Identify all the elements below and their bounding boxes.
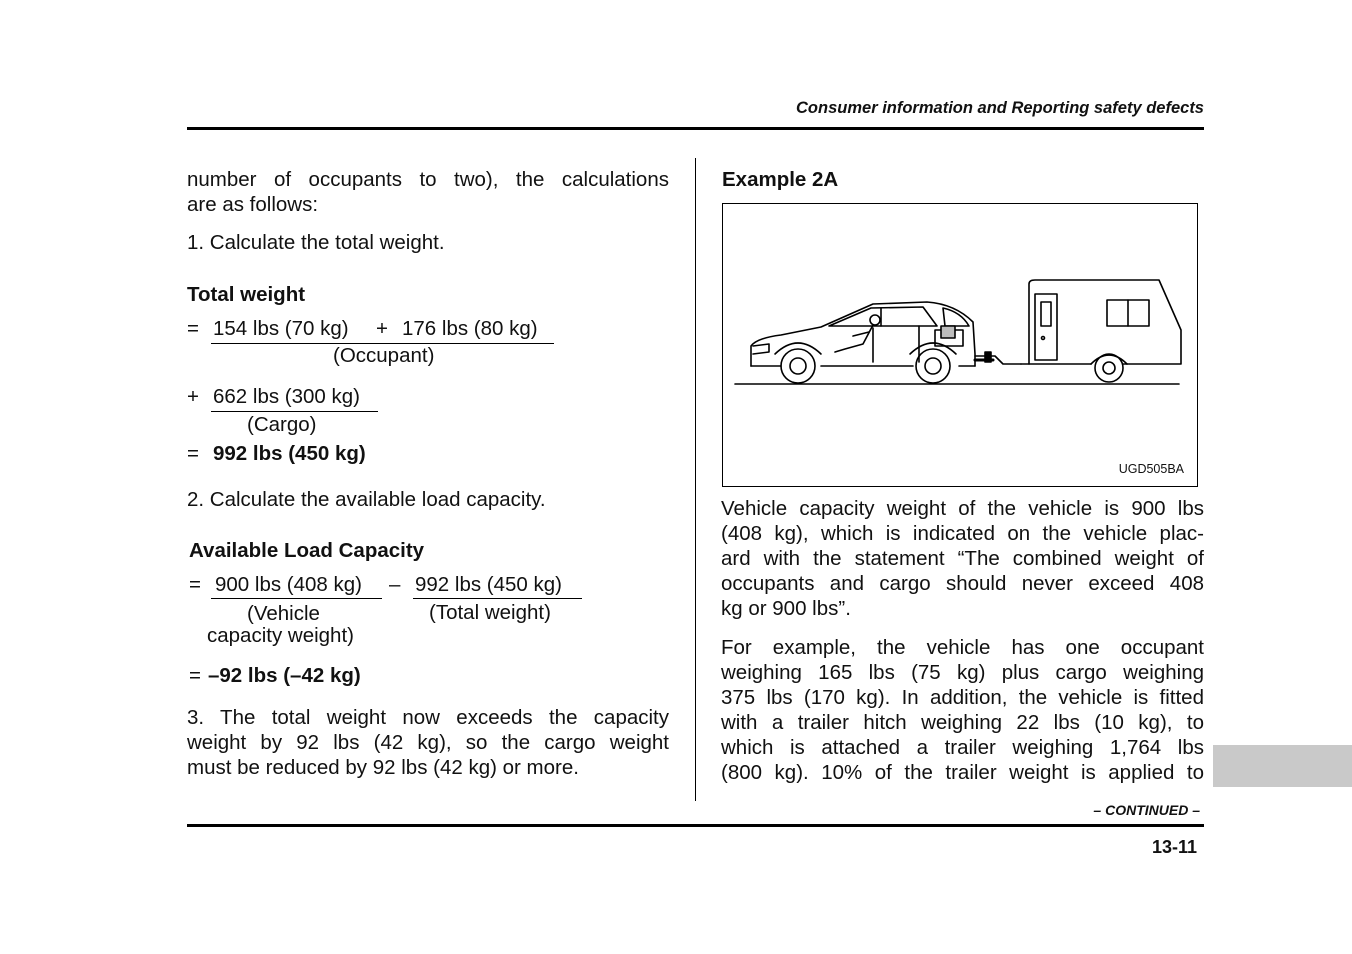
para1-line: ard with the statement “The combined weight of xyxy=(721,547,1204,570)
total-eq-sign-1: = xyxy=(187,317,199,340)
label-vehicle-line-1: (Vehicle xyxy=(247,602,320,625)
available-result: –92 lbs (–42 kg) xyxy=(208,664,361,687)
intro-line-1: number of occupants to two), the calculations xyxy=(187,168,669,191)
step-3-line-2: weight by 92 lbs (42 kg), so the cargo weight xyxy=(187,731,669,754)
avail-eq-sign-1: = xyxy=(189,573,201,596)
avail-vehicle-underline xyxy=(211,598,382,599)
para2-line: which is attached a trailer weighing 1,764 lbs xyxy=(721,736,1204,759)
total-eq-sign-2: = xyxy=(187,442,199,465)
step-3-line-3: must be reduced by 92 lbs (42 kg) or more. xyxy=(187,756,579,779)
avail-term-vehicle: 900 lbs (408 kg) xyxy=(215,573,363,596)
total-plus-sign-2: + xyxy=(187,385,199,408)
para1-line: kg or 900 lbs”. xyxy=(721,597,851,620)
vehicle-trailer-figure xyxy=(722,203,1198,487)
para2-line: For example, the vehicle has one occupant xyxy=(721,636,1204,659)
total-term-occupant-1: 154 lbs (70 kg) xyxy=(213,317,349,340)
intro-line-2: are as follows: xyxy=(187,193,319,216)
avail-minus-sign: – xyxy=(389,573,401,596)
para2-line: weighing 165 lbs (75 kg) plus cargo weighing xyxy=(721,661,1204,684)
label-total-weight: (Total weight) xyxy=(429,601,551,624)
label-cargo: (Cargo) xyxy=(247,413,317,436)
avail-eq-sign-2: = xyxy=(189,664,201,687)
page-header-title: Consumer information and Reporting safety defects xyxy=(796,99,1204,117)
step-2-text: 2. Calculate the available load capacity. xyxy=(187,488,546,511)
header-rule xyxy=(187,127,1204,130)
total-term-cargo: 662 lbs (300 kg) xyxy=(213,385,361,408)
avail-total-underline xyxy=(413,598,582,599)
continued-label: – CONTINUED – xyxy=(1093,802,1200,818)
para2-line: 375 lbs (170 kg). In addition, the vehicle is fitted xyxy=(721,686,1204,709)
step-3-line-1: 3. The total weight now exceeds the capacity xyxy=(187,706,669,729)
para1-line: occupants and cargo should never exceed 408 xyxy=(721,572,1204,595)
para2-line: (800 kg). 10% of the trailer weight is applied to xyxy=(721,761,1204,784)
total-plus-sign-1: + xyxy=(376,317,388,340)
total-term-occupant-2: 176 lbs (80 kg) xyxy=(402,317,538,340)
page-number: 13-11 xyxy=(1151,837,1197,857)
footer-rule xyxy=(187,824,1204,827)
available-load-heading: Available Load Capacity xyxy=(189,539,425,562)
avail-term-total: 992 lbs (450 kg) xyxy=(415,573,563,596)
example-heading: Example 2A xyxy=(722,168,839,191)
section-side-tab xyxy=(1213,745,1352,787)
step-1-text: 1. Calculate the total weight. xyxy=(187,231,445,254)
label-vehicle-line-2: capacity weight) xyxy=(207,624,354,647)
car-with-trailer-illustration xyxy=(723,204,1197,486)
total-weight-heading: Total weight xyxy=(187,283,306,306)
column-divider xyxy=(695,158,696,801)
total-weight-result: 992 lbs (450 kg) xyxy=(213,442,366,465)
figure-code: UGD505BA xyxy=(1118,462,1184,476)
para1-line: Vehicle capacity weight of the vehicle is 900 lbs xyxy=(721,497,1204,520)
para2-line: with a trailer hitch weighing 22 lbs (10 kg), to xyxy=(721,711,1204,734)
para1-line: (408 kg), which is indicated on the vehicle plac- xyxy=(721,522,1204,545)
label-occupant: (Occupant) xyxy=(333,344,435,367)
